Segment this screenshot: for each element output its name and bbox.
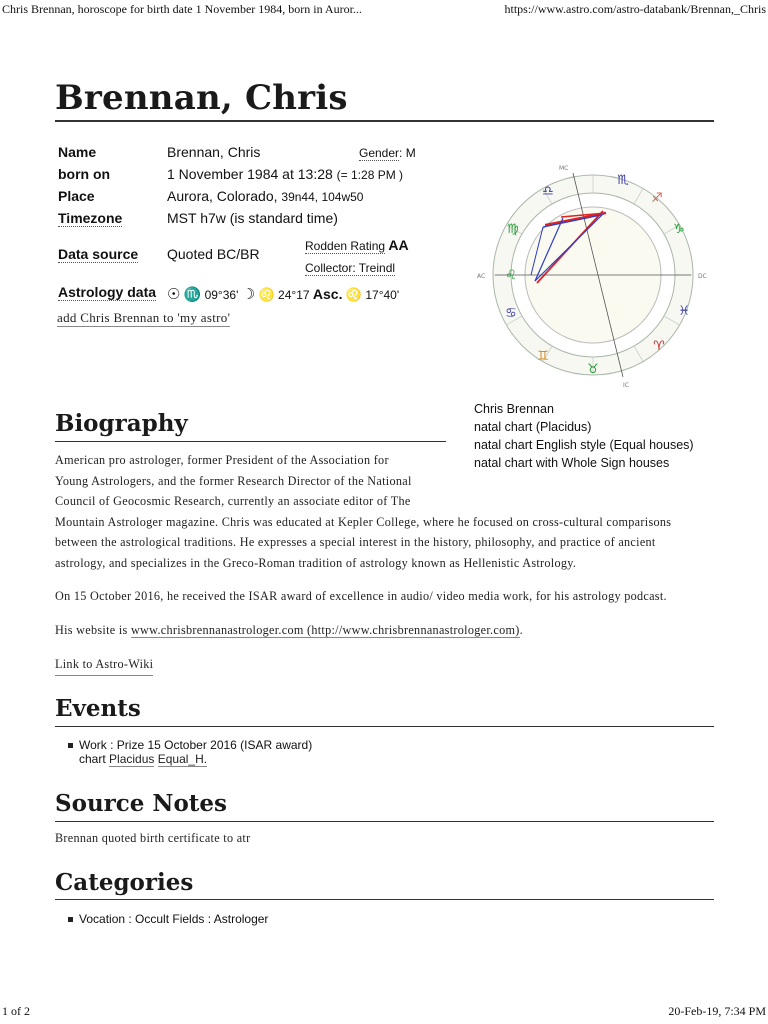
place-value: Aurora, Colorado, bbox=[167, 188, 278, 204]
born-value: 1 November 1984 at 13:28 bbox=[167, 166, 333, 182]
gender-field: Gender: M bbox=[359, 146, 416, 160]
zodiac-sign-icon: ♍ bbox=[507, 222, 519, 237]
zodiac-sign-icon: ♏ bbox=[617, 173, 629, 188]
gender-value: M bbox=[405, 146, 416, 160]
born-note: (= 1:28 PM ) bbox=[336, 168, 404, 182]
sun-icon: ☉ bbox=[167, 286, 181, 303]
biography-paragraph-2: On 15 October 2016, he received the ISAR award of excellence in audio/ video media work, for his astrology podcast. bbox=[55, 589, 667, 603]
events-divider bbox=[55, 726, 714, 727]
born-field bbox=[167, 166, 403, 182]
ascendant-label: Asc. bbox=[312, 286, 343, 302]
datasource-label[interactable]: Data source bbox=[58, 246, 139, 262]
category-list-item bbox=[68, 912, 268, 926]
leo-icon: ♌ bbox=[345, 287, 362, 302]
zodiac-sign-icon: ♋ bbox=[505, 306, 517, 321]
website-prefix: His website is bbox=[55, 623, 131, 637]
natal-chart-english-link[interactable]: natal chart English style (Equal houses) bbox=[474, 438, 694, 452]
biography-line: American pro astrologer, former President of the Association for bbox=[55, 453, 389, 467]
biography-line: between the astrological traditions. He expresses a special interest in the history, philosophy, and practice of ancient bbox=[55, 535, 656, 549]
biography-paragraph-3 bbox=[55, 620, 725, 641]
place-field bbox=[167, 188, 363, 204]
print-header-url: https://www.astro.com/astro-databank/Brennan,_Chris bbox=[504, 2, 766, 16]
collector-field bbox=[305, 261, 395, 275]
astrology-data-values bbox=[167, 285, 399, 303]
natal-chart-whole-sign-link[interactable]: natal chart with Whole Sign houses bbox=[474, 456, 670, 470]
mc-label: MC bbox=[559, 165, 569, 172]
gender-label[interactable]: Gender bbox=[359, 146, 400, 160]
ac-label: AC bbox=[477, 273, 486, 280]
website-suffix: . bbox=[519, 623, 523, 637]
zodiac-sign-icon: ♉ bbox=[587, 362, 599, 377]
event-placidus-link[interactable]: Placidus bbox=[109, 752, 155, 766]
name-label: Name bbox=[58, 144, 97, 160]
page-number: 1 of 2 bbox=[2, 1004, 30, 1018]
zodiac-sign-icon: ♈ bbox=[653, 339, 665, 354]
event-chart-prefix: chart bbox=[79, 752, 106, 766]
biography-paragraph-1 bbox=[55, 450, 715, 573]
rodden-field bbox=[305, 237, 409, 253]
categories-heading: Categories bbox=[55, 869, 194, 896]
scorpio-icon: ♏ bbox=[183, 286, 202, 302]
add-to-my-astro-link[interactable]: add Chris Brennan to 'my astro' bbox=[57, 310, 231, 325]
timezone-value: MST h7w (is standard time) bbox=[167, 210, 338, 226]
source-notes-divider bbox=[55, 821, 714, 822]
zodiac-sign-icon: ♊ bbox=[537, 349, 549, 364]
biography-line: astrology, and specializes in the Greco-Roman tradition of astrology known as Hellenistic Astrology. bbox=[55, 555, 577, 570]
biography-line: Council of Geocosmic Research, currently an associate editor of The bbox=[55, 494, 411, 508]
print-header bbox=[0, 2, 768, 20]
natal-chart-wheel[interactable] bbox=[473, 155, 713, 395]
page-title: Brennan, Chris bbox=[55, 78, 348, 118]
category-text[interactable]: Vocation : Occult Fields : Astrologer bbox=[79, 912, 269, 926]
natal-chart-placidus-link[interactable]: natal chart (Placidus) bbox=[474, 420, 592, 434]
zodiac-sign-icon: ♑ bbox=[673, 222, 685, 237]
astro-wiki-link[interactable]: Link to Astro-Wiki bbox=[55, 654, 153, 676]
datasource-value: Quoted BC/BR bbox=[167, 246, 260, 262]
print-header-title: Chris Brennan, horoscope for birth date 1 November 1984, born in Auror... bbox=[2, 2, 362, 16]
leo-icon: ♌ bbox=[258, 287, 275, 302]
place-label: Place bbox=[58, 188, 95, 204]
event-equal-houses-link[interactable]: Equal_H. bbox=[157, 752, 208, 766]
biography-divider bbox=[55, 441, 446, 442]
event-list-item bbox=[68, 738, 312, 766]
zodiac-sign-icon: ♓ bbox=[678, 304, 690, 319]
source-notes-heading: Source Notes bbox=[55, 790, 228, 817]
born-label: born on bbox=[58, 166, 111, 182]
rodden-value: AA bbox=[388, 237, 409, 253]
zodiac-sign-icon: ♐ bbox=[651, 191, 663, 206]
moon-position: 24°17 bbox=[278, 288, 310, 302]
zodiac-sign-icon: ♌ bbox=[505, 268, 517, 283]
source-notes-text: Brennan quoted birth certificate to atr bbox=[55, 831, 251, 845]
astrology-data-label[interactable]: Astrology data bbox=[58, 284, 157, 300]
event-chart-links bbox=[68, 752, 312, 766]
biography-line: Mountain Astrologer magazine. Chris was educated at Kepler College, where he focused on cross-cultural comparisons bbox=[55, 514, 672, 529]
ascendant-position: 17°40' bbox=[365, 288, 400, 302]
print-timestamp: 20-Feb-19, 7:34 PM bbox=[668, 1004, 766, 1018]
place-coords: 39n44, 104w50 bbox=[281, 190, 364, 204]
ic-label: IC bbox=[623, 382, 629, 389]
print-footer bbox=[0, 1004, 768, 1022]
collector-label[interactable]: Collector: Treindl bbox=[305, 261, 396, 275]
biography-heading: Biography bbox=[55, 410, 188, 437]
natal-chart-svg bbox=[473, 155, 713, 395]
sun-position: 09°36' bbox=[204, 288, 239, 302]
rodden-label[interactable]: Rodden Rating bbox=[305, 239, 386, 253]
bullet-icon bbox=[68, 917, 73, 922]
zodiac-sign-icon: ♎ bbox=[542, 184, 554, 199]
title-divider bbox=[55, 120, 714, 122]
moon-icon: ☽ bbox=[241, 286, 256, 303]
event-text: Work : Prize 15 October 2016 (ISAR award) bbox=[79, 738, 313, 752]
chart-person-name: Chris Brennan bbox=[474, 402, 554, 416]
name-value: Brennan, Chris bbox=[167, 144, 261, 160]
website-link[interactable]: www.chrisbrennanastrologer.com (http://www.chrisbrennanastrologer.com) bbox=[130, 623, 520, 637]
categories-divider bbox=[55, 899, 714, 900]
dc-label: DC bbox=[698, 273, 707, 280]
events-heading: Events bbox=[55, 695, 141, 722]
bullet-icon bbox=[68, 743, 73, 748]
biography-line: Young Astrologers, and the former Research Director of the National bbox=[55, 473, 412, 488]
timezone-label[interactable]: Timezone bbox=[58, 210, 123, 226]
